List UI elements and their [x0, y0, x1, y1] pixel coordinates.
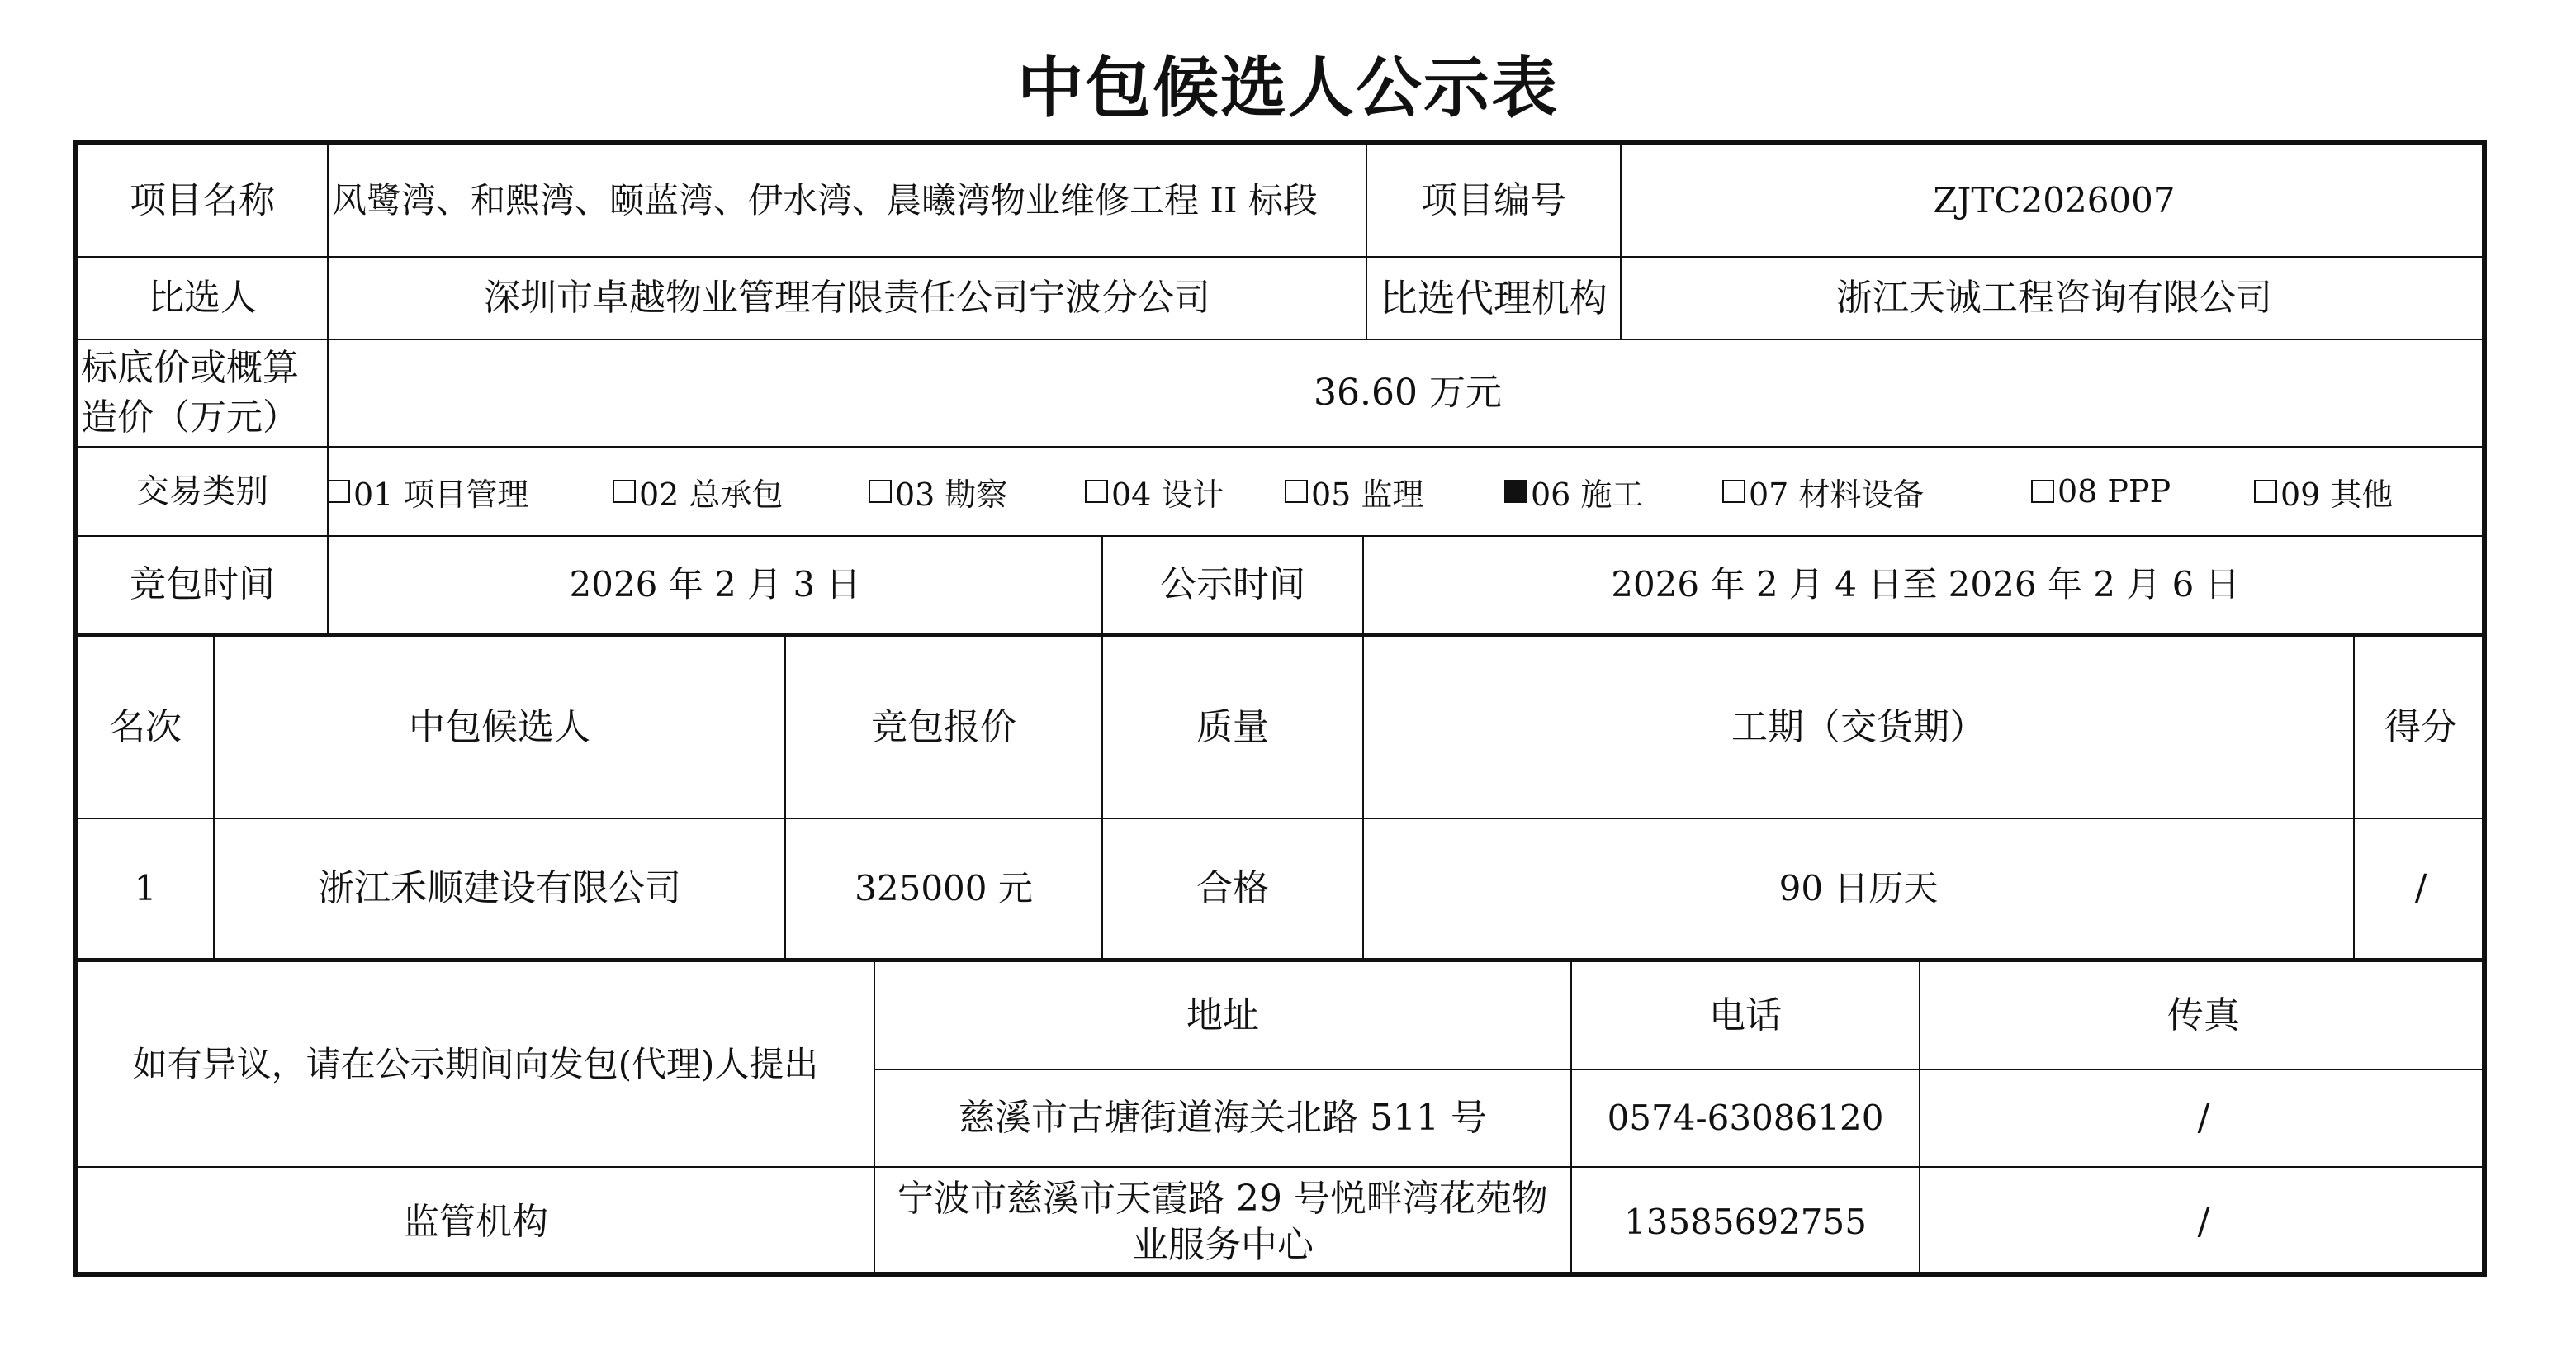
trade-type-label: 交易类别 — [136, 472, 268, 510]
phone-header: 电话 — [1709, 993, 1782, 1036]
trade-type-option[interactable] — [327, 469, 528, 515]
trade-type-option-label: 05 监理 — [1311, 476, 1424, 513]
candidate-score: / — [2414, 867, 2427, 909]
trade-type-option-label: 08 PPP — [2057, 473, 2171, 510]
selector-value: 深圳市卓越物业管理有限责任公司宁波分公司 — [484, 277, 1210, 319]
checkbox-icon[interactable] — [1285, 480, 1308, 503]
objection-phone: 0574-63086120 — [1607, 1098, 1884, 1138]
publicity-table — [73, 140, 2487, 1277]
checkbox-icon[interactable] — [1722, 480, 1745, 503]
address-header: 地址 — [1186, 993, 1259, 1036]
fax-header: 传真 — [2167, 993, 2240, 1036]
supervision-address: 宁波市慈溪市天霞路 29 号悦畔湾花苑物业服务中心 — [897, 1178, 1548, 1266]
base-price-label: 标底价或概算造价（万元） — [81, 347, 299, 439]
objection-label: 如有异议，请在公示期间向发包(代理)人提出 — [132, 1043, 819, 1084]
score-header: 得分 — [2384, 705, 2457, 748]
trade-type-option-label: 02 总承包 — [639, 476, 784, 513]
candidate-period: 90 日历天 — [1778, 868, 1939, 908]
agency-label: 比选代理机构 — [1380, 276, 1608, 320]
checked-checkbox-icon[interactable] — [1504, 480, 1527, 503]
trade-type-option-label: 04 设计 — [1111, 476, 1224, 513]
quality-header: 质量 — [1196, 705, 1269, 748]
project-name-value: 风鹭湾、和熙湾、颐蓝湾、伊水湾、晨曦湾物业维修工程 II 标段 — [332, 180, 1318, 221]
candidate-price: 325000 元 — [855, 868, 1033, 908]
trade-type-option[interactable] — [2254, 469, 2393, 515]
supervision-label: 监管机构 — [403, 1201, 548, 1243]
trade-type-option[interactable] — [869, 469, 1007, 515]
trade-type-option[interactable] — [1285, 469, 1423, 515]
checkbox-icon[interactable] — [1085, 480, 1108, 503]
supervision-phone: 13585692755 — [1624, 1202, 1867, 1242]
period-header: 工期（交货期） — [1731, 705, 1986, 748]
candidate-rank: 1 — [134, 868, 157, 908]
trade-type-option[interactable] — [613, 469, 783, 515]
trade-type-option[interactable] — [2031, 473, 2171, 510]
objection-fax: / — [2197, 1097, 2210, 1139]
trade-type-option-label: 09 其他 — [2280, 476, 2394, 513]
project-no-label: 项目编号 — [1421, 179, 1566, 221]
trade-type-option[interactable] — [1722, 469, 1924, 515]
price-header: 竞包报价 — [871, 705, 1016, 748]
trade-type-option[interactable] — [1085, 469, 1224, 515]
agency-value: 浙江天诚工程咨询有限公司 — [1836, 277, 2272, 319]
checkbox-icon[interactable] — [2031, 480, 2054, 503]
candidate-quality: 合格 — [1196, 867, 1269, 909]
trade-type-option-label: 07 材料设备 — [1749, 476, 1925, 513]
candidate-name-header: 中包候选人 — [409, 705, 590, 748]
base-price-value: 36.60 万元 — [1314, 372, 1502, 414]
project-name-label: 项目名称 — [130, 179, 275, 221]
publicity-time-label: 公示时间 — [1160, 563, 1305, 605]
publicity-time-value: 2026 年 2 月 4 日至 2026 年 2 月 6 日 — [1611, 564, 2240, 605]
trade-type-option-label: 01 项目管理 — [353, 476, 529, 513]
trade-type-options — [327, 448, 2474, 535]
trade-type-option[interactable] — [1504, 469, 1643, 515]
trade-type-option-label: 06 施工 — [1531, 476, 1644, 513]
bid-time-value: 2026 年 2 月 3 日 — [569, 564, 861, 605]
trade-type-option-label: 03 勘察 — [895, 476, 1008, 513]
project-no-value: ZJTC2026007 — [1933, 180, 2176, 221]
rank-header: 名次 — [109, 705, 182, 748]
checkbox-icon[interactable] — [2254, 480, 2277, 503]
supervision-fax: / — [2197, 1201, 2210, 1243]
bid-time-label: 竞包时间 — [130, 563, 275, 605]
candidate-name: 浙江禾顺建设有限公司 — [318, 867, 681, 909]
checkbox-icon[interactable] — [869, 480, 892, 503]
checkbox-icon[interactable] — [613, 480, 636, 503]
selector-label: 比选人 — [148, 277, 257, 319]
checkbox-icon[interactable] — [327, 480, 350, 503]
page-title: 中包候选人公示表 — [1017, 50, 1559, 126]
objection-address: 慈溪市古塘街道海关北路 511 号 — [959, 1097, 1487, 1139]
